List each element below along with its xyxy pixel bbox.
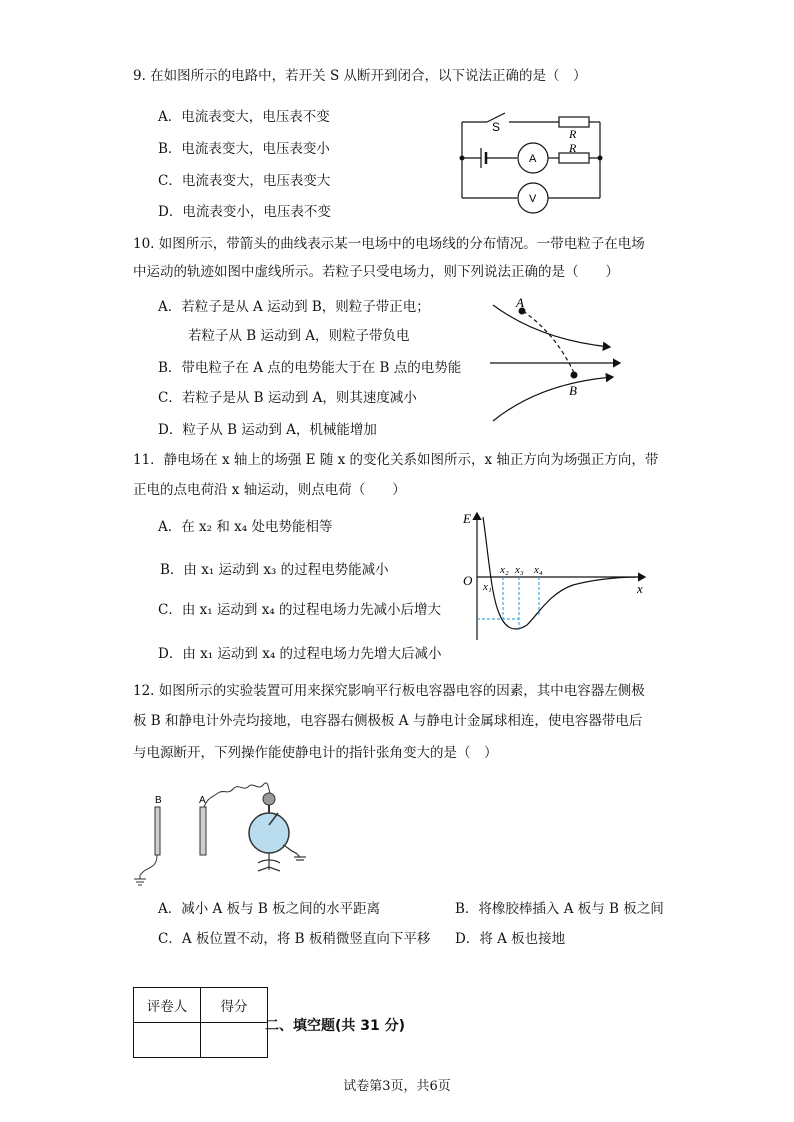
q12-option-d: D．将 A 板也接地 [455,931,566,947]
q12-option-c: C．A 板位置不动，将 B 板稍微竖直向下平移 [158,931,431,947]
point-b-dot [571,372,578,379]
q10-option-d: D．粒子从 B 运动到 A，机械能增加 [158,422,377,438]
score-table [133,987,268,1058]
x1-label: x₁ [483,581,492,593]
q10-stem-line2: 中运动的轨迹如图中虚线所示。若粒子只受电场力，则下列说法正确的是（ ） [133,264,619,280]
q9-option-b: B．电流表变大，电压表变小 [158,141,330,157]
q11-e-x-graph [455,505,655,645]
x2-label: x₂ [500,564,509,576]
x-axis-label: x [637,581,643,596]
score-header: 得分 [201,988,268,1023]
resistor-label-1: R [569,127,577,141]
origin-label: O [463,573,473,588]
q9-stem: 9. 在如图所示的电路中，若开关 S 从断开到闭合，以下说法正确的是（ ） [133,68,587,84]
plate-a-label: A [199,795,206,806]
q11-option-c: C．由 x₁ 运动到 x₄ 的过程电场力先减小后增大 [158,602,442,618]
q9-option-c: C．电流表变大，电压表变大 [158,173,331,189]
plate-b-label: B [155,795,162,806]
ammeter-label: A [529,153,537,165]
electrometer-ball [263,793,275,805]
junction-dot [460,156,465,161]
q9-circuit-diagram [455,110,615,220]
q12-stem-line3: 与电源断开，下列操作能使静电计的指针张角变大的是（ ） [133,745,498,761]
q10-option-c: C．若粒子是从 B 运动到 A，则其速度减小 [158,390,417,406]
q11-stem-line1: 11．静电场在 x 轴上的场强 E 随 x 的变化关系如图所示，x 轴正方向为场强正方向，带 [133,452,659,468]
q10-option-b: B．带电粒子在 A 点的电势能大于在 B 点的电势能 [158,360,462,376]
q12-stem-line1: 12. 如图所示的实验装置可用来探究影响平行板电容器电容的因素，其中电容器左侧极 [133,683,645,699]
resistor-label-2: R [569,141,577,155]
y-axis-label: E [463,511,471,526]
q11-stem-line2: 正电的点电荷沿 x 轴运动，则点电荷（ ） [133,482,406,498]
page-footer: 试卷第3页，共6页 [343,1079,451,1094]
q9-option-d: D．电流表变小，电压表不变 [158,204,331,220]
score-cell[interactable] [201,1023,268,1058]
grader-cell[interactable] [134,1023,201,1058]
point-b-label: B [569,383,577,398]
q9-option-a: A．电流表变大，电压表不变 [158,109,330,125]
q10-stem-line1: 10. 如图所示，带箭头的曲线表示某一电场中的电场线的分布情况。一带电粒子在电场 [133,236,645,252]
grader-header: 评卷人 [134,988,201,1023]
q10-option-a-line1: A．若粒子是从 A 运动到 B，则粒子带正电； [158,299,430,315]
point-a-label: A [516,295,524,310]
q10-option-a-line2: 若粒子从 B 运动到 A，则粒子带负电 [188,328,410,344]
q12-capacitor-electrometer-diagram [128,775,318,890]
q12-option-a: A．减小 A 板与 B 板之间的水平距离 [158,901,381,917]
x4-label: x₄ [534,564,543,576]
electrometer-case [249,813,289,853]
switch-label: S [492,120,501,134]
section-title: 二、填空题(共 31 分) [265,1018,406,1034]
voltmeter-label: V [529,193,537,205]
q12-stem-line2: 板 B 和静电计外壳均接地，电容器右侧极板 A 与静电计金属球相连，使电容器带电后 [133,713,643,729]
q11-option-b: B．由 x₁ 运动到 x₃ 的过程电势能减小 [160,562,389,578]
q10-field-lines-diagram [485,295,630,425]
q11-option-d: D．由 x₁ 运动到 x₄ 的过程电场力先增大后减小 [158,646,442,662]
q11-option-a: A．在 x₂ 和 x₄ 处电势能相等 [158,519,333,535]
junction-dot [598,156,603,161]
q12-option-b: B．将橡胶棒插入 A 板与 B 板之间 [455,901,664,917]
x3-label: x₃ [515,564,524,576]
